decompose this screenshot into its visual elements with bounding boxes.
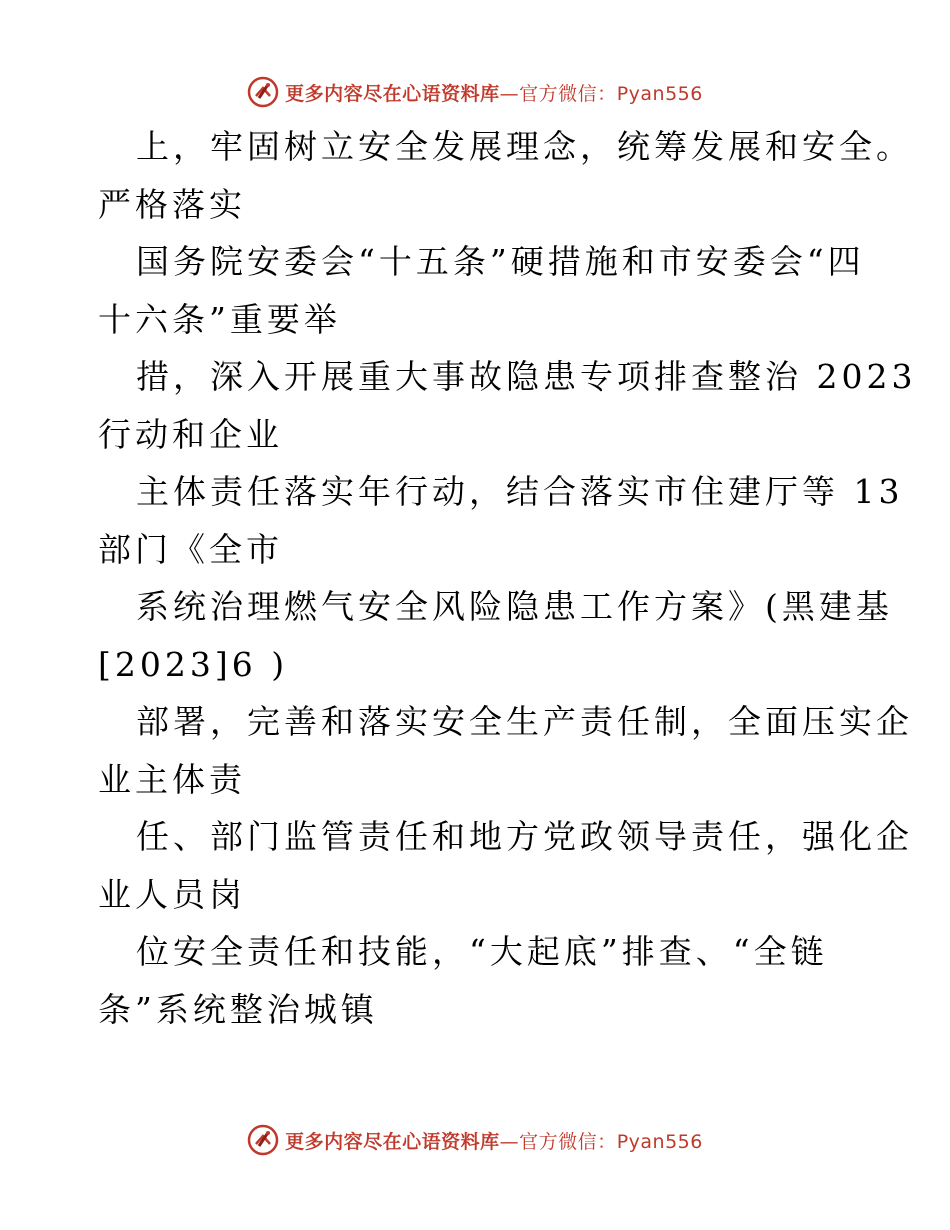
book-logo-icon <box>247 76 279 108</box>
document-body <box>98 118 917 1038</box>
paragraph-line: 任、部门监管责任和地方党政领导责任，强化企 <box>136 817 913 856</box>
paragraph-line: [2023]6 ) <box>98 644 289 684</box>
book-logo-icon <box>247 1124 279 1156</box>
paragraph-line: 主体责任落实年行动，结合落实市住建厅等 13 <box>136 472 904 511</box>
banner-site-name: 更多内容尽在心语资料库 <box>285 1130 500 1153</box>
footer-banner-text <box>285 1127 703 1154</box>
paragraph-line: 行动和企业 <box>98 414 283 454</box>
paragraph-line: 上，牢固树立安全发展理念，统筹发展和安全。 <box>136 127 913 166</box>
paragraph-line: 部署，完善和落实安全生产责任制，全面压实企 <box>136 702 913 741</box>
banner-site-name: 更多内容尽在心语资料库 <box>285 82 500 105</box>
footer-banner-content <box>247 1124 703 1156</box>
footer-banner <box>0 1120 950 1160</box>
paragraph-line: 措，深入开展重大事故隐患专项排查整治 2023 <box>136 357 917 396</box>
paragraph-line: 系统治理燃气安全风险隐患工作方案》(黑建基 <box>136 587 893 626</box>
header-banner-text <box>285 79 703 106</box>
header-banner <box>0 72 950 112</box>
paragraph-line: 部门《全市 <box>98 529 283 569</box>
banner-wechat-id: Pyan556 <box>616 1130 703 1153</box>
banner-dash: — <box>499 82 520 105</box>
paragraph-line: 位安全责任和技能，“大起底”排查、“全链 <box>136 932 828 971</box>
paragraph-line: 业人员岗 <box>98 874 246 914</box>
paragraph-line: 业主体责 <box>98 759 246 799</box>
paragraph-line: 国务院安委会“十五条”硬措施和市安委会“四 <box>136 242 865 281</box>
banner-wechat-id: Pyan556 <box>616 82 703 105</box>
paragraph-line: 条”系统整治城镇 <box>98 989 378 1029</box>
banner-wechat-label: 官方微信： <box>519 82 617 105</box>
paragraph-line: 严格落实 <box>98 184 246 224</box>
banner-wechat-label: 官方微信： <box>519 1130 617 1153</box>
header-banner-content <box>247 76 703 108</box>
banner-dash: — <box>499 1130 520 1153</box>
paragraph-line: 十六条”重要举 <box>98 299 341 339</box>
